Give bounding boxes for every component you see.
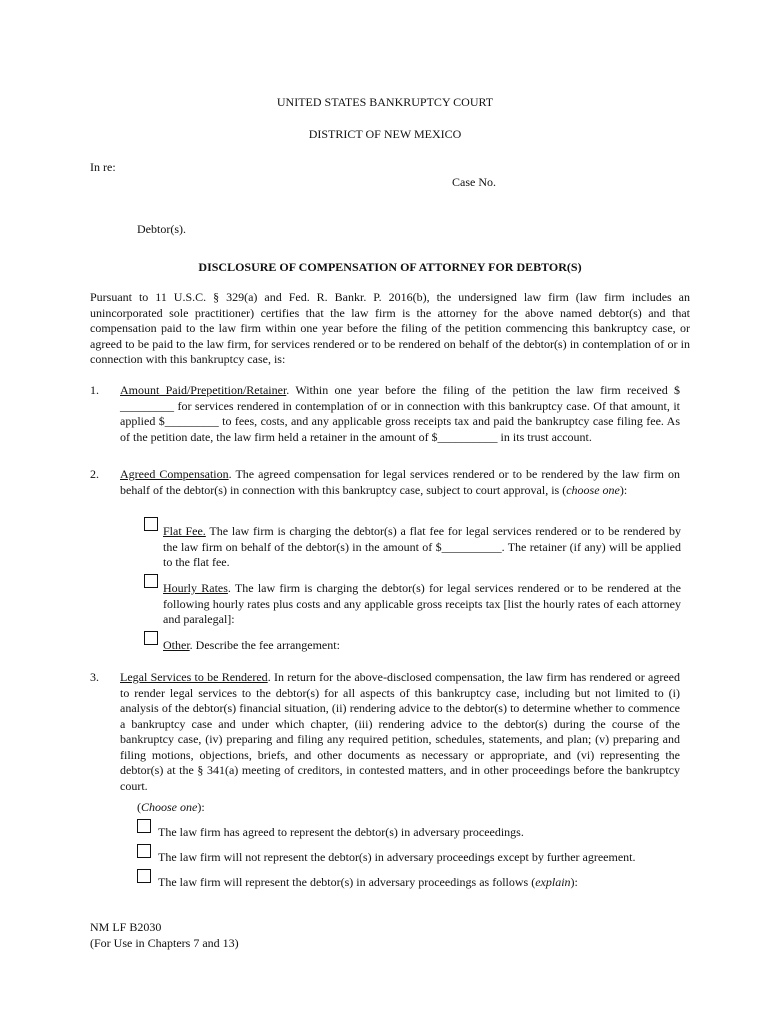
adversary-represent-checkbox[interactable] xyxy=(137,819,151,833)
adversary-explain-option xyxy=(158,875,578,891)
choose-one-label: Choose one xyxy=(141,800,198,814)
form-use: (For Use in Chapters 7 and 13) xyxy=(90,936,239,950)
explain-close: ): xyxy=(570,875,578,889)
adversary-explain-checkbox[interactable] xyxy=(137,869,151,883)
section-2-text: . The agreed compensation for legal services rendered or to be rendered by the law firm on behalf of the debtor(s) in connection with this bankruptcy case, subject to court approval, is ( xyxy=(120,467,680,497)
case-no-label: Case No. xyxy=(452,175,496,189)
section-2-close: ): xyxy=(619,482,628,497)
intro-paragraph: Pursuant to 11 U.S.C. § 329(a) and Fed. R. Bankr. P. 2016(b), the undersigned law firm (law firm includes an unincorporated sole practitioner) certifies that the law firm is the attorney for the above named debtor(s) and that compensation paid to the law firm within one year before the filing of the petition commencing this bankruptcy case, or agreed to be paid to the law firm, for services rendered or to be rendered on behalf of the debtor(s) in contemplation of or in connection with this bankruptcy case, is: xyxy=(90,290,690,366)
flat-fee-label: Flat Fee. xyxy=(163,524,206,538)
form-id: NM LF B2030 xyxy=(90,920,162,934)
section-2-heading: Agreed Compensation xyxy=(120,467,229,481)
adversary-not-represent-option: The law firm will not represent the debtor(s) in adversary proceedings except by further agreement. xyxy=(158,850,636,864)
in-re-label: In re: xyxy=(90,160,116,174)
section-3 xyxy=(120,670,680,794)
debtor-label: Debtor(s). xyxy=(137,222,186,236)
section-2-number: 2. xyxy=(90,467,99,481)
adversary-not-represent-checkbox[interactable] xyxy=(137,844,151,858)
hourly-rates-option xyxy=(163,581,681,628)
other-fee-checkbox[interactable] xyxy=(144,631,158,645)
section-3-number: 3. xyxy=(90,670,99,684)
section-2-choose: choose one xyxy=(566,482,620,497)
district-name: DISTRICT OF NEW MEXICO xyxy=(308,127,462,141)
hourly-rates-text: . The law firm is charging the debtor(s) for legal services rendered or to be rendered at the following hourly rates plus costs and any applicable gross receipts tax [list the hourly rates of each attorney and paralegal]: xyxy=(163,581,682,626)
choose-open: ( xyxy=(137,800,141,814)
explain-label: explain xyxy=(535,875,571,889)
adversary-explain-text: The law firm will represent the debtor(s) in adversary proceedings as follows ( xyxy=(158,875,536,889)
section-2 xyxy=(120,467,680,498)
section-1 xyxy=(120,383,680,445)
flat-fee-option xyxy=(163,524,681,571)
document-title: DISCLOSURE OF COMPENSATION OF ATTORNEY FOR DEBTOR(S) xyxy=(198,260,582,274)
section-3-text: . In return for the above-disclosed compensation, the law firm has rendered or agreed to render legal services to the debtor(s) for all aspects of this bankruptcy case, including but not limited to (i) analysis of the debtor(s) financial situation, (ii) rendering advice to the debtor(s) to determine whether to commence a bankruptcy case and under which chapter, (iii) rendering advice to the debtor(s) during the course of the bankruptcy case, (iv) preparing and filing any required petition, schedules, statements, and plan; (v) preparing and filing motions, objections, briefs, and other documents as necessary or appropriate, and (vi) representing the debtor(s) at the § 341(a) meeting of creditors, in contested matters, and in other proceedings before the bankruptcy court. xyxy=(120,670,681,793)
section-3-heading: Legal Services to be Rendered xyxy=(120,670,268,684)
section-1-heading: Amount Paid/Prepetition/Retainer xyxy=(120,383,287,397)
flat-fee-checkbox[interactable] xyxy=(144,517,158,531)
other-fee-option xyxy=(163,638,681,654)
hourly-rates-label: Hourly Rates xyxy=(163,581,228,595)
other-fee-label: Other xyxy=(163,638,190,652)
other-fee-text: . Describe the fee arrangement: xyxy=(189,638,340,652)
adversary-represent-option: The law firm has agreed to represent the debtor(s) in adversary proceedings. xyxy=(158,825,524,839)
court-name: UNITED STATES BANKRUPTCY COURT xyxy=(276,95,494,109)
section-1-number: 1. xyxy=(90,383,99,397)
section-3-choose xyxy=(137,800,205,816)
hourly-rates-checkbox[interactable] xyxy=(144,574,158,588)
choose-close: ): xyxy=(197,800,205,814)
section-1-text: . Within one year before the filing of the petition the law firm received $ _________ for services rendered in contemplation of or in connection with this bankruptcy case. Of that amount, it applied $_________ to fees, costs, and any applicable gross receipts tax and paid the bankruptcy case filing fee. As of the petition date, the law firm held a retainer in the amount of $__________ in its trust account. xyxy=(120,383,680,444)
flat-fee-text: The law firm is charging the debtor(s) a flat fee for legal services rendered or to be rendered by the law firm on behalf of the debtor(s) in the amount of $__________. The retainer (if any) will be applied to the flat fee. xyxy=(163,524,681,569)
